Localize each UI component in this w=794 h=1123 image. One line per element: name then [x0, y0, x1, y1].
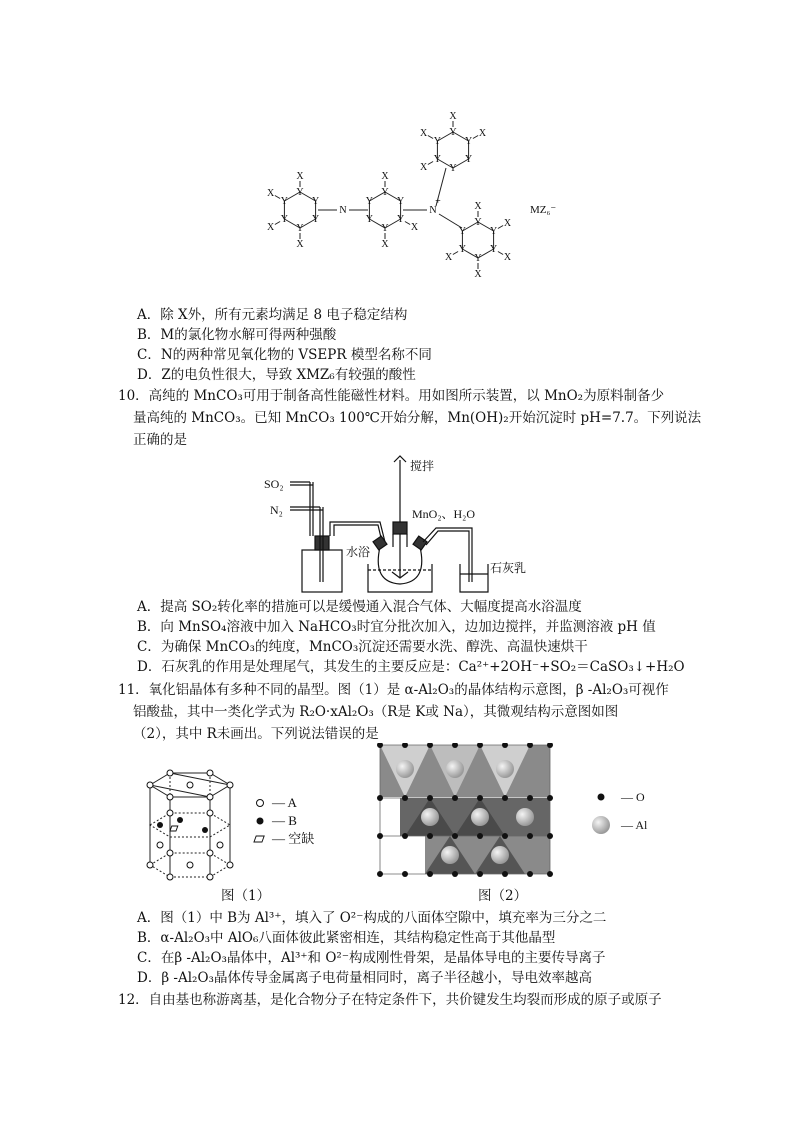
- o-atom: [402, 871, 408, 877]
- o-atom: [477, 871, 483, 877]
- atom-label: X: [419, 128, 428, 139]
- o-atom: [427, 833, 433, 839]
- atom-label: Y: [458, 244, 467, 255]
- molecule-structure-figure: [250, 100, 580, 305]
- legend-o: — O: [621, 790, 645, 804]
- o-atom: [502, 833, 508, 839]
- crystal-figure-2: [375, 743, 675, 881]
- fig2-caption: 图（2）: [478, 888, 528, 904]
- atom-label: Y: [449, 127, 457, 138]
- o-atom: [377, 833, 383, 839]
- o-atom: [377, 871, 383, 877]
- o-atom: [502, 871, 508, 877]
- q10-option-a: A．提高 SO₂转化率的措施可以是缓慢通入混合气体、大幅度提高水浴温度: [137, 599, 582, 615]
- legend-b: — B: [272, 813, 297, 828]
- atom-label: Y: [296, 223, 304, 234]
- o-atom: [402, 795, 408, 801]
- atom-label: X: [266, 188, 275, 199]
- q9-option-b: B．M的氯化物水解可得两种强酸: [137, 327, 337, 343]
- atom-label: Y: [381, 223, 389, 234]
- atom-label: Y: [365, 196, 374, 207]
- q11-stem-1: 11．氧化铝晶体有多种不同的晶型。图（1）是 α-Al₂O₃的晶体结构示意图，β -Al₂O₃可视作: [118, 682, 669, 698]
- atom-label: Y: [458, 226, 467, 237]
- q11-stem-2: 铝酸盐，其中一类化学式为 R₂O·xAl₂O₃（R是 K或 Na），其微观结构示意图如图: [133, 704, 619, 720]
- n2-label: N₂: [270, 503, 283, 517]
- atom-label: Y: [489, 226, 498, 237]
- ion-label: MZ₆⁻: [530, 204, 557, 216]
- o-atom: [547, 795, 553, 801]
- stir-label: 搅拌: [410, 459, 435, 473]
- atom-label: X: [503, 218, 512, 229]
- atom-label: Y: [311, 214, 320, 225]
- o-atom: [527, 833, 533, 839]
- atom-label: X: [266, 222, 275, 233]
- atom-label: Y: [464, 154, 473, 165]
- atom-label: X: [419, 162, 428, 173]
- q10-option-c: C．为确保 MnCO₃的纯度，MnCO₃沉淀还需要水洗、醇洗、高温快速烘干: [137, 639, 588, 655]
- q9-option-d: D．Z的电负性很大，导致 XMZ₆有较强的酸性: [137, 367, 416, 383]
- atom-label: X: [478, 128, 487, 139]
- atom-label: Y: [433, 136, 442, 147]
- atom-label: +: [435, 196, 441, 207]
- o-atom: [527, 795, 533, 801]
- atom-label: X: [444, 252, 453, 263]
- atom-label: Y: [296, 187, 304, 198]
- atom-label: Y: [311, 196, 320, 207]
- atom-label: Y: [381, 187, 389, 198]
- bath-label: 水浴: [346, 545, 371, 559]
- q11-option-d: D．β -Al₂O₃晶体传导金属离子电荷量相同时，离子半径越小，导电效率越高: [137, 970, 592, 986]
- atom-label: X: [381, 171, 389, 182]
- atom-label: X: [474, 201, 482, 212]
- legend-vacancy: — 空缺: [272, 831, 315, 846]
- atom-label: Y: [433, 154, 442, 165]
- legend-a: — A: [272, 795, 297, 810]
- fig1-caption: 图（1）: [221, 888, 271, 904]
- atom-label: Y: [396, 214, 405, 225]
- atom-label: Y: [280, 214, 289, 225]
- o-atom: [452, 871, 458, 877]
- atom-label: Y: [464, 136, 473, 147]
- atom-label: Y: [396, 196, 405, 207]
- o-atom: [377, 795, 383, 801]
- atom-label: N: [429, 205, 437, 216]
- o-atom: [502, 795, 508, 801]
- legend-al: — Al: [621, 818, 648, 832]
- atom-label: X: [503, 252, 512, 263]
- o-atom: [427, 795, 433, 801]
- q9-option-c: C．N的两种常见氧化物的 VSEPR 模型名称不同: [137, 347, 432, 363]
- atom-label: Y: [489, 244, 498, 255]
- atom-label: X: [296, 171, 304, 182]
- lime-label: 石灰乳: [490, 561, 527, 575]
- atom-label: Y: [449, 163, 457, 174]
- q10-option-b: B．向 MnSO₄溶液中加入 NaHCO₃时宜分批次加入，边加边搅拌，并监测溶液 pH 值: [137, 619, 656, 635]
- atom-label: X: [410, 222, 419, 233]
- o-atom: [402, 833, 408, 839]
- o-atom: [477, 795, 483, 801]
- q12-stem-1: 12．自由基也称游离基，是化合物分子在特定条件下，共价键发生均裂而形成的原子或原子: [118, 992, 662, 1008]
- q11-option-b: B．α-Al₂O₃中 AlO₆八面体彼此紧密相连，其结构稳定性高于其他晶型: [137, 930, 556, 946]
- o-atom: [477, 833, 483, 839]
- o-atom: [427, 871, 433, 877]
- o-atom: [547, 871, 553, 877]
- q11-stem-3: （2），其中 R未画出。下列说法错误的是: [133, 726, 379, 742]
- q11-option-a: A．图（1）中 B为 Al³⁺，填入了 O²⁻构成的八面体空隙中，填充率为三分之二: [137, 910, 607, 926]
- atom-label: X: [296, 239, 304, 250]
- atom-label: X: [381, 239, 389, 250]
- q10-stem-3: 正确的是: [133, 432, 187, 448]
- atom-label: X: [474, 269, 482, 280]
- mno2-label: MnO₂、H₂O: [412, 507, 476, 521]
- q10-stem-2: 量高纯的 MnCO₃。已知 MnCO₃ 100℃开始分解，Mn(OH)₂开始沉淀时 pH=7.7。下列说法: [133, 410, 702, 426]
- o-atom: [452, 833, 458, 839]
- o-atom: [452, 795, 458, 801]
- o-atom: [527, 871, 533, 877]
- q10-option-d: D．石灰乳的作用是处理尾气，其发生的主要反应是：Ca²⁺+2OH⁻+SO₂＝CaSO₃↓+H₂O: [137, 659, 685, 675]
- atom-label: Y: [474, 217, 482, 228]
- apparatus-figure: [260, 452, 540, 597]
- atom-label: Y: [474, 253, 482, 264]
- o-atom: [547, 833, 553, 839]
- atom-label: N: [339, 205, 347, 216]
- atom-label: Y: [280, 196, 289, 207]
- atom-label: X: [449, 111, 457, 122]
- atom-label: Y: [365, 214, 374, 225]
- q10-stem-1: 10．高纯的 MnCO₃可用于制备高性能磁性材料。用如图所示装置，以 MnO₂为原料制备少: [118, 388, 665, 404]
- q9-option-a: A．除 X外，所有元素均满足 8 电子稳定结构: [137, 307, 408, 323]
- so2-label: SO₂: [264, 477, 284, 491]
- q11-option-c: C．在β -Al₂O₃晶体中，Al³⁺和 O²⁻构成刚性骨架，是晶体导电的主要传导离子: [137, 950, 606, 966]
- crystal-figure-1: [130, 765, 360, 890]
